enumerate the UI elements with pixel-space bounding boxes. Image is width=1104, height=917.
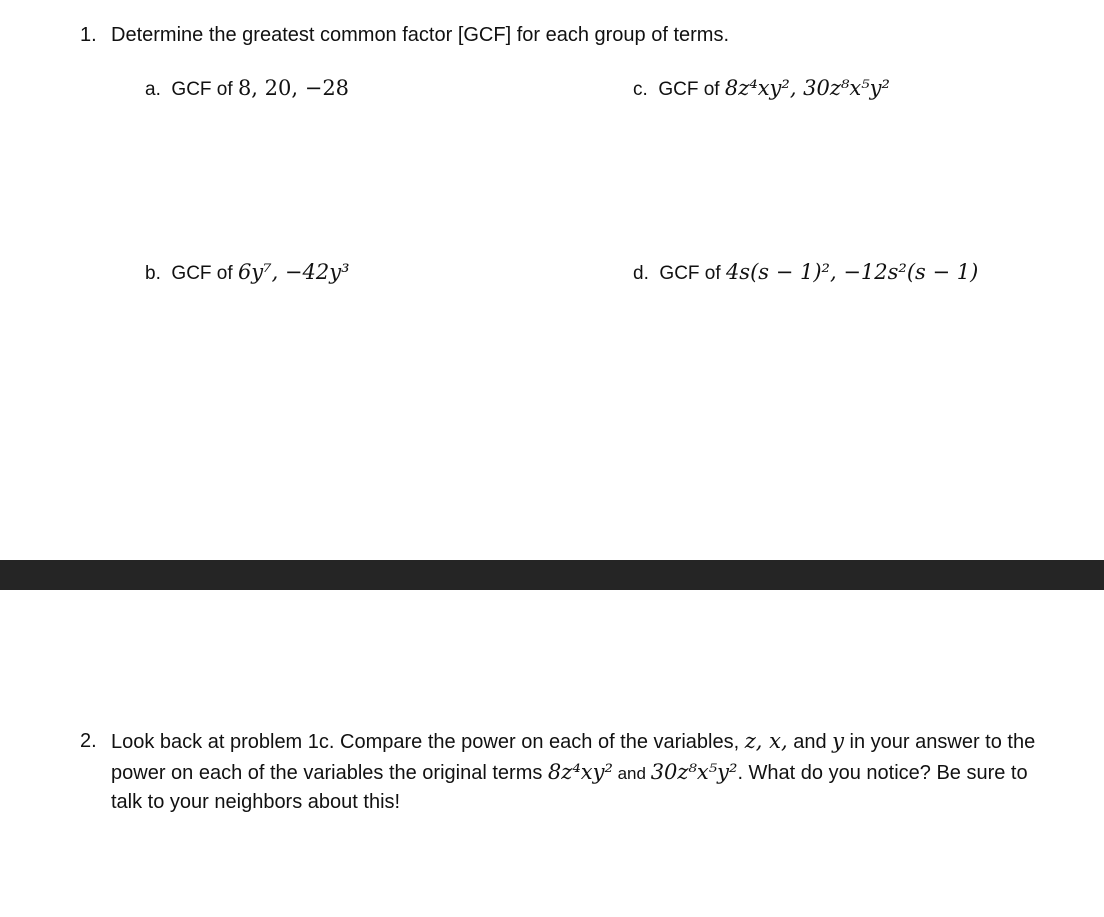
- item-prefix: GCF of: [171, 79, 233, 100]
- text: . What do you notice? Be sure to talk to your neighbors about this!: [111, 761, 1028, 813]
- math: z, x,: [744, 729, 788, 753]
- text: Look back at problem 1c. Compare the power on each of the variables,: [111, 731, 745, 753]
- item-label: d.: [633, 263, 649, 284]
- item-prefix: GCF of: [658, 79, 720, 100]
- item-d: [633, 257, 978, 289]
- item-b: [145, 257, 350, 289]
- item-prefix: GCF of: [171, 263, 233, 284]
- math: 30z⁸x⁵y²: [650, 759, 738, 784]
- item-a: [145, 73, 349, 105]
- item-expression: 8z⁴xy², 30z⁸x⁵y²: [724, 76, 890, 100]
- text: in your answer to the power on each of the variables the original terms: [111, 731, 1036, 784]
- question-2-number: 2.: [80, 730, 97, 752]
- item-label: b.: [145, 263, 161, 284]
- item-label: c.: [633, 79, 648, 100]
- question-1-prompt: Determine the greatest common factor [GCF] for each group of terms.: [111, 24, 730, 46]
- math: 8z⁴xy²: [547, 759, 613, 784]
- text: and: [787, 731, 833, 753]
- question-1-number: 1.: [80, 24, 97, 46]
- math: y: [832, 729, 844, 753]
- item-expression: 6y⁷, −42y³: [237, 260, 350, 284]
- item-c: [633, 73, 890, 105]
- item-expression: 8, 20, −28: [237, 76, 350, 100]
- page-divider-bar: [0, 560, 1104, 590]
- item-expression: 4s(s − 1)², −12s²(s − 1): [725, 260, 979, 284]
- item-prefix: GCF of: [659, 263, 721, 284]
- question-2-prompt: [111, 727, 1051, 818]
- item-label: a.: [145, 79, 161, 100]
- text: and: [612, 763, 651, 783]
